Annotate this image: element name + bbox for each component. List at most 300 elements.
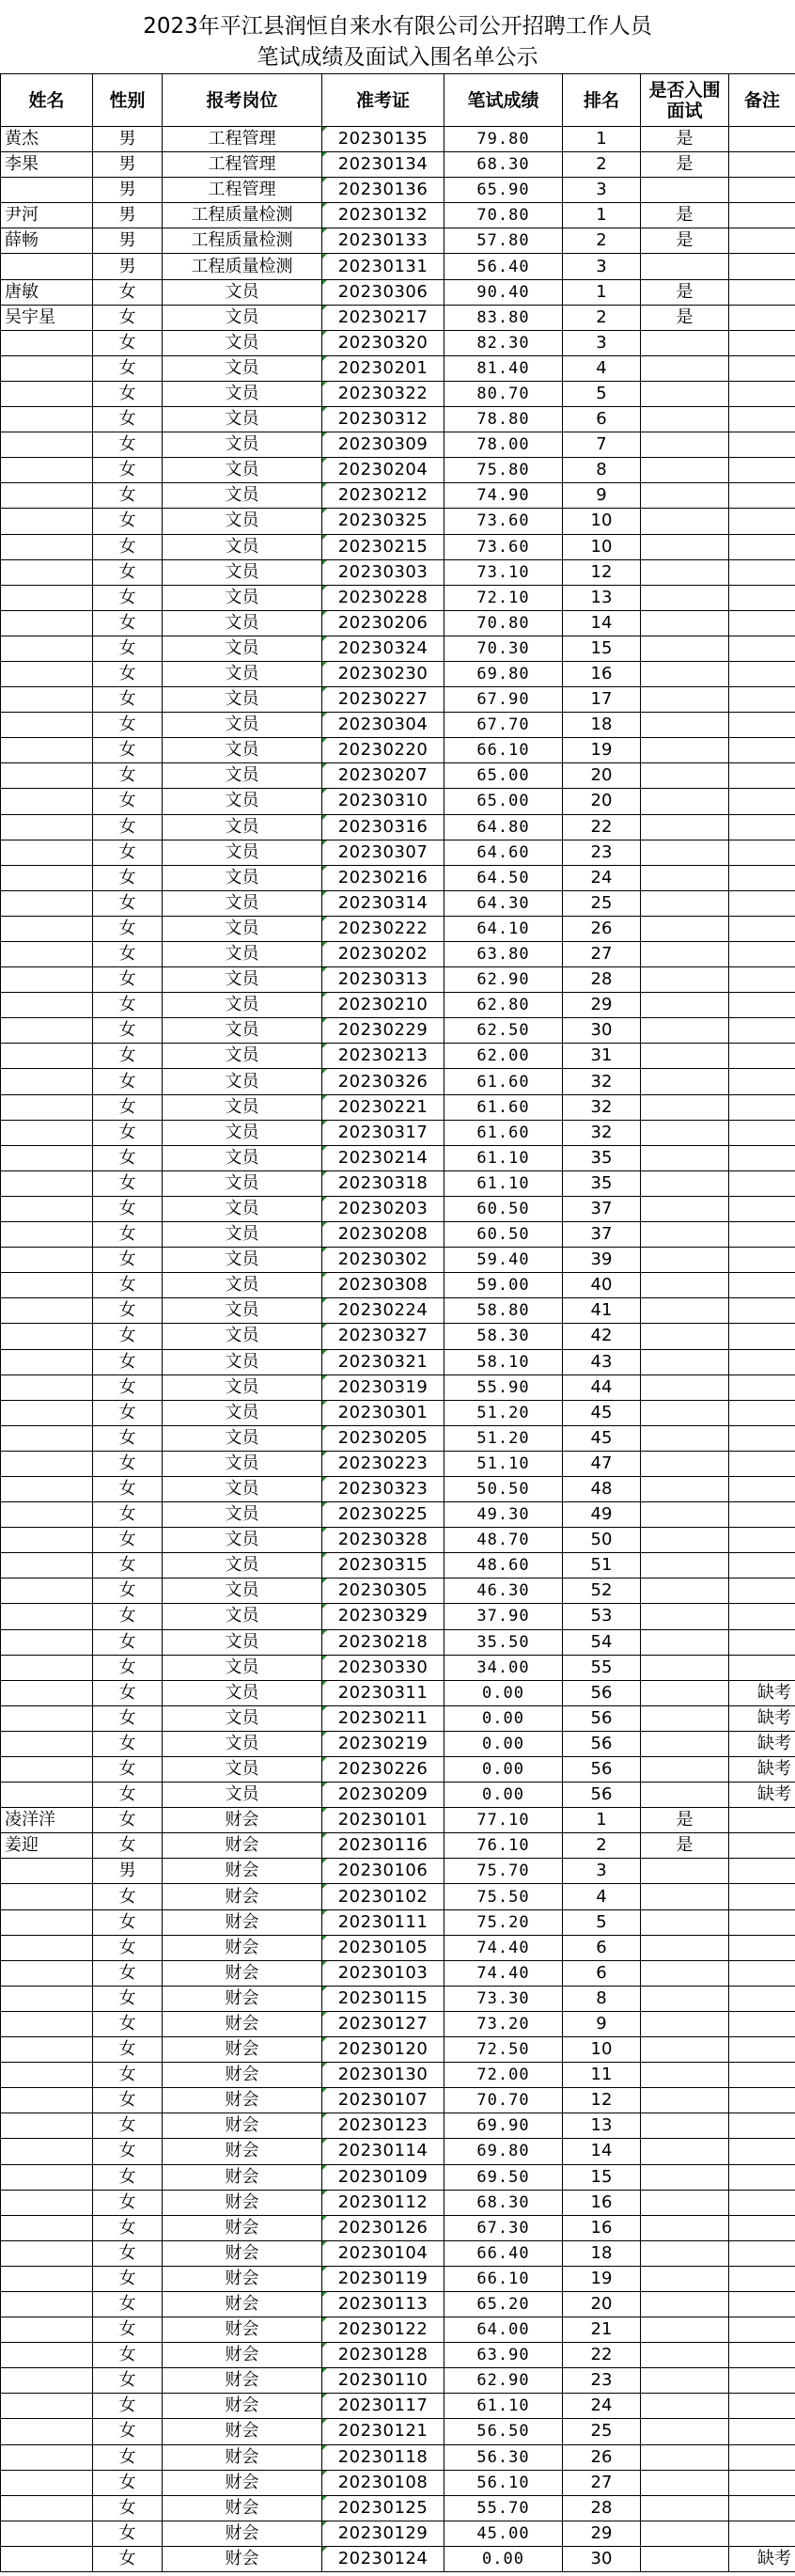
cell-ticket: 20230216 [322,865,444,890]
cell-rank: 27 [563,942,641,967]
cell-gender: 女 [93,1145,163,1170]
cell-position: 文员 [163,1629,322,1655]
cell-score: 73.20 [444,2011,563,2036]
cell-ticket: 20230132 [322,203,444,228]
cell-name [1,2368,93,2394]
cell-gender: 女 [93,1374,163,1400]
cell-position: 文员 [163,1528,322,1553]
cell-gender: 女 [93,1222,163,1248]
cell-note [729,2215,795,2240]
cell-name [1,687,93,713]
cell-shortlisted [641,738,729,763]
cell-shortlisted [641,1553,729,1579]
cell-note [729,2011,795,2036]
cell-note: 缺考 [729,2546,795,2571]
cell-note [729,2444,795,2470]
cell-rank: 18 [563,713,641,738]
cell-rank: 40 [563,1273,641,1298]
table-row [1,738,795,763]
cell-gender: 女 [93,2037,163,2063]
cell-name [1,559,93,585]
cell-gender: 女 [93,1196,163,1221]
cell-ticket: 20230121 [322,2419,444,2444]
cell-rank: 28 [563,2495,641,2521]
table-row [1,228,795,254]
cell-ticket: 20230226 [322,1757,444,1783]
cell-score: 61.10 [444,1145,563,1170]
cell-note [729,967,795,993]
table-row [1,279,795,305]
table-row [1,2317,795,2343]
cell-name [1,1374,93,1400]
cell-position: 工程质量检测 [163,203,322,228]
cell-gender: 女 [93,1248,163,1273]
cell-note [729,789,795,814]
cell-position: 文员 [163,407,322,432]
cell-rank: 16 [563,2190,641,2215]
cell-ticket: 20230203 [322,1196,444,1221]
table-row [1,2444,795,2470]
cell-rank: 23 [563,840,641,865]
cell-position: 文员 [163,509,322,534]
cell-ticket: 20230103 [322,1960,444,1986]
cell-rank: 45 [563,1400,641,1425]
cell-name [1,1425,93,1451]
cell-name [1,993,93,1018]
cell-gender: 女 [93,2164,163,2190]
cell-position: 文员 [163,1783,322,1808]
cell-shortlisted [641,2394,729,2419]
table-row [1,2470,795,2495]
cell-score: 0.00 [444,1757,563,1783]
cell-ticket: 20230312 [322,407,444,432]
cell-name [1,610,93,636]
cell-gender: 女 [93,1604,163,1629]
table-body [1,127,795,2572]
cell-note [729,254,795,279]
cell-rank: 24 [563,2394,641,2419]
cell-ticket: 20230115 [322,1986,444,2011]
cell-ticket: 20230311 [322,1680,444,1705]
cell-rank: 49 [563,1502,641,1528]
cell-gender: 女 [93,1680,163,1705]
cell-position: 文员 [163,330,322,355]
cell-gender: 女 [93,1273,163,1298]
cell-score: 0.00 [444,1680,563,1705]
cell-shortlisted [641,1935,729,1960]
table-row [1,2011,795,2036]
cell-position: 文员 [163,1502,322,1528]
cell-shortlisted [641,330,729,355]
cell-position: 文员 [163,916,322,941]
cell-name [1,1884,93,1909]
cell-note [729,840,795,865]
table-row [1,2139,795,2164]
cell-score: 56.40 [444,254,563,279]
cell-position: 财会 [163,2088,322,2113]
cell-name [1,1094,93,1120]
cell-rank: 56 [563,1757,641,1783]
cell-note [729,2164,795,2190]
cell-note [729,381,795,406]
table-row [1,2546,795,2571]
cell-name [1,1349,93,1374]
cell-ticket: 20230201 [322,355,444,381]
table-row [1,713,795,738]
cell-ticket: 20230330 [322,1655,444,1680]
cell-note [729,178,795,203]
cell-name [1,2444,93,2470]
cell-name [1,1120,93,1145]
cell-score: 66.10 [444,2266,563,2291]
cell-shortlisted [641,483,729,509]
cell-rank: 26 [563,2444,641,2470]
cell-note [729,534,795,559]
cell-shortlisted [641,1629,729,1655]
cell-shortlisted [641,1783,729,1808]
cell-position: 财会 [163,2368,322,2394]
cell-position: 文员 [163,1451,322,1476]
cell-score: 48.60 [444,1553,563,1579]
cell-ticket: 20230321 [322,1349,444,1374]
cell-ticket: 20230205 [322,1425,444,1451]
cell-ticket: 20230120 [322,2037,444,2063]
table-row [1,2291,795,2317]
cell-score: 58.10 [444,1349,563,1374]
cell-shortlisted [641,763,729,789]
cell-gender: 女 [93,432,163,458]
table-row [1,1324,795,1349]
cell-score: 66.40 [444,2240,563,2266]
cell-score: 62.90 [444,967,563,993]
cell-shortlisted [641,432,729,458]
cell-name [1,1298,93,1324]
cell-rank: 8 [563,1986,641,2011]
cell-name [1,2164,93,2190]
table-row [1,2495,795,2521]
table-row [1,509,795,534]
cell-note [729,1502,795,1528]
cell-note [729,1349,795,1374]
cell-name [1,458,93,483]
cell-shortlisted [641,407,729,432]
cell-score: 56.50 [444,2419,563,2444]
cell-score: 61.10 [444,2394,563,2419]
cell-position: 财会 [163,2190,322,2215]
cell-shortlisted: 是 [641,127,729,152]
cell-rank: 50 [563,1528,641,1553]
cell-rank: 22 [563,814,641,840]
cell-position: 文员 [163,1604,322,1629]
cell-gender: 男 [93,203,163,228]
cell-rank: 13 [563,585,641,610]
cell-shortlisted [641,1909,729,1935]
table-row [1,916,795,941]
table-row [1,458,795,483]
cell-shortlisted [641,1425,729,1451]
cell-position: 文员 [163,865,322,890]
cell-rank: 29 [563,993,641,1018]
cell-score: 74.40 [444,1960,563,1986]
cell-ticket: 20230125 [322,2495,444,2521]
cell-note [729,2240,795,2266]
cell-name [1,432,93,458]
cell-score: 73.30 [444,1986,563,2011]
table-row [1,407,795,432]
cell-shortlisted: 是 [641,279,729,305]
cell-gender: 女 [93,1528,163,1553]
cell-name [1,1680,93,1705]
cell-ticket: 20230204 [322,458,444,483]
cell-gender: 男 [93,1859,163,1884]
cell-position: 工程管理 [163,152,322,178]
cell-note [729,2521,795,2546]
cell-note [729,2368,795,2394]
cell-ticket: 20230219 [322,1731,444,1756]
cell-gender: 女 [93,713,163,738]
cell-rank: 28 [563,967,641,993]
cell-ticket: 20230113 [322,2291,444,2317]
cell-position: 文员 [163,534,322,559]
cell-ticket: 20230122 [322,2317,444,2343]
cell-gender: 女 [93,1783,163,1808]
cell-ticket: 20230319 [322,1374,444,1400]
cell-score: 66.10 [444,738,563,763]
cell-rank: 44 [563,1374,641,1400]
cell-position: 财会 [163,2470,322,2495]
cell-position: 文员 [163,305,322,330]
cell-rank: 12 [563,559,641,585]
table-row [1,585,795,610]
cell-rank: 4 [563,355,641,381]
cell-position: 文员 [163,1757,322,1783]
cell-score: 64.30 [444,890,563,916]
cell-note [729,2291,795,2317]
cell-gender: 女 [93,2419,163,2444]
cell-position: 文员 [163,483,322,509]
table-row [1,687,795,713]
cell-shortlisted [641,585,729,610]
cell-shortlisted [641,2368,729,2394]
cell-score: 81.40 [444,355,563,381]
table-row [1,2240,795,2266]
cell-position: 文员 [163,1044,322,1069]
cell-score: 73.60 [444,534,563,559]
cell-ticket: 20230214 [322,1145,444,1170]
cell-name [1,1629,93,1655]
cell-shortlisted [641,1120,729,1145]
cell-shortlisted [641,840,729,865]
cell-name [1,1273,93,1298]
cell-position: 文员 [163,840,322,865]
cell-gender: 女 [93,1502,163,1528]
cell-gender: 女 [93,1094,163,1120]
results-table [0,73,795,2572]
cell-rank: 11 [563,2063,641,2088]
cell-gender: 女 [93,330,163,355]
cell-ticket: 20230207 [322,763,444,789]
table-row [1,305,795,330]
cell-name [1,381,93,406]
cell-shortlisted [641,1731,729,1756]
cell-score: 50.50 [444,1476,563,1501]
cell-shortlisted [641,534,729,559]
cell-note [729,1273,795,1298]
cell-rank: 35 [563,1170,641,1196]
cell-score: 82.30 [444,330,563,355]
cell-gender: 女 [93,2343,163,2368]
cell-gender: 女 [93,1579,163,1604]
cell-ticket: 20230102 [322,1884,444,1909]
cell-note [729,1298,795,1324]
cell-shortlisted: 是 [641,1808,729,1833]
cell-score: 69.90 [444,2113,563,2139]
cell-name [1,1757,93,1783]
cell-rank: 47 [563,1451,641,1476]
cell-position: 文员 [163,355,322,381]
cell-note [729,687,795,713]
cell-name: 薛畅 [1,228,93,254]
cell-score: 60.50 [444,1222,563,1248]
cell-rank: 22 [563,2343,641,2368]
cell-shortlisted [641,2063,729,2088]
cell-gender: 女 [93,1298,163,1324]
cell-gender: 女 [93,814,163,840]
cell-position: 财会 [163,2266,322,2291]
cell-note: 缺考 [729,1757,795,1783]
cell-shortlisted [641,509,729,534]
cell-gender: 男 [93,178,163,203]
cell-ticket: 20230225 [322,1502,444,1528]
table-row [1,1476,795,1501]
cell-gender: 女 [93,865,163,890]
cell-gender: 女 [93,993,163,1018]
cell-score: 65.00 [444,763,563,789]
cell-gender: 女 [93,1451,163,1476]
cell-note: 缺考 [729,1731,795,1756]
cell-ticket: 20230134 [322,152,444,178]
cell-shortlisted [641,1400,729,1425]
cell-note [729,1884,795,1909]
table-row [1,432,795,458]
cell-rank: 51 [563,1553,641,1579]
cell-position: 财会 [163,2011,322,2036]
cell-note [729,1451,795,1476]
cell-shortlisted [641,1859,729,1884]
cell-name [1,483,93,509]
cell-shortlisted [641,1502,729,1528]
cell-shortlisted: 是 [641,305,729,330]
cell-position: 文员 [163,1273,322,1298]
cell-note: 缺考 [729,1705,795,1731]
cell-name [1,2190,93,2215]
header-name: 姓名 [1,74,93,127]
cell-gender: 女 [93,2368,163,2394]
cell-shortlisted: 是 [641,1833,729,1859]
cell-shortlisted [641,2521,729,2546]
cell-score: 90.40 [444,279,563,305]
cell-note: 缺考 [729,1680,795,1705]
cell-note [729,738,795,763]
cell-note [729,1655,795,1680]
cell-score: 61.60 [444,1120,563,1145]
cell-ticket: 20230303 [322,559,444,585]
cell-shortlisted [641,1476,729,1501]
table-row [1,1935,795,1960]
table-row [1,1604,795,1629]
cell-name: 姜迎 [1,1833,93,1859]
cell-rank: 53 [563,1604,641,1629]
cell-ticket: 20230308 [322,1273,444,1298]
cell-gender: 女 [93,407,163,432]
table-row [1,1170,795,1196]
table-row [1,1222,795,1248]
cell-score: 64.10 [444,916,563,941]
cell-name [1,1502,93,1528]
cell-rank: 37 [563,1196,641,1221]
cell-score: 69.50 [444,2164,563,2190]
cell-rank: 14 [563,2139,641,2164]
cell-ticket: 20230224 [322,1298,444,1324]
cell-ticket: 20230329 [322,1604,444,1629]
table-row [1,789,795,814]
cell-note [729,1833,795,1859]
cell-gender: 女 [93,305,163,330]
cell-name [1,254,93,279]
cell-shortlisted [641,1655,729,1680]
cell-score: 70.80 [444,610,563,636]
cell-gender: 女 [93,1170,163,1196]
cell-note [729,1094,795,1120]
table-row [1,2063,795,2088]
cell-rank: 10 [563,509,641,534]
cell-shortlisted [641,1705,729,1731]
cell-note [729,636,795,661]
cell-position: 财会 [163,1833,322,1859]
cell-ticket: 20230101 [322,1808,444,1833]
cell-score: 58.80 [444,1298,563,1324]
cell-name [1,840,93,865]
cell-shortlisted [641,1528,729,1553]
cell-rank: 1 [563,127,641,152]
cell-note [729,2063,795,2088]
cell-ticket: 20230320 [322,330,444,355]
cell-rank: 27 [563,2470,641,2495]
cell-note [729,1986,795,2011]
cell-position: 财会 [163,1909,322,1935]
cell-ticket: 20230213 [322,1044,444,1069]
cell-score: 57.80 [444,228,563,254]
cell-note [729,1909,795,1935]
cell-position: 文员 [163,1680,322,1705]
cell-ticket: 20230309 [322,432,444,458]
cell-note [729,152,795,178]
table-row [1,890,795,916]
cell-ticket: 20230136 [322,178,444,203]
cell-position: 文员 [163,890,322,916]
cell-rank: 3 [563,330,641,355]
table-row [1,1884,795,1909]
cell-score: 64.50 [444,865,563,890]
cell-shortlisted [641,967,729,993]
cell-gender: 女 [93,458,163,483]
cell-position: 文员 [163,1425,322,1451]
cell-name [1,890,93,916]
cell-name [1,2521,93,2546]
cell-score: 68.30 [444,2190,563,2215]
cell-note [729,2266,795,2291]
cell-note [729,2088,795,2113]
